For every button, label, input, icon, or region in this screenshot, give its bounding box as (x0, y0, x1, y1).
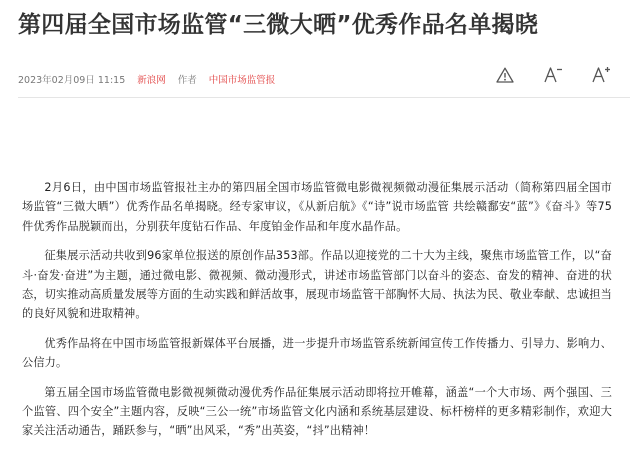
article-paragraph: 征集展示活动共收到96家单位报送的原创作品353部。作品以迎接党的二十大为主线，聚焦市场监管工作，以“奋斗·奋发·奋进”为主题，通过微电影、微视频、微动漫形式，讲述市场监管部门以奋斗的姿态、奋发的精神、奋进的状态，切实推动高质量发展等方面的生动实践和鲜活故事，展现市场监管干部胸怀大局、执法为民、敬业奉献、忠诚担当的良好风貌和进取精神。 (22, 249, 612, 321)
article-title: 第四届全国市场监管“三微大晒”优秀作品名单揭晓 (18, 12, 539, 38)
header-divider (18, 97, 630, 98)
font-decrease-icon (543, 66, 563, 84)
report-button[interactable] (494, 64, 516, 86)
author-link[interactable]: 中国市场监管报 (208, 75, 276, 86)
font-increase-button[interactable] (590, 64, 612, 86)
article-body (22, 178, 612, 441)
font-decrease-button[interactable] (542, 64, 564, 86)
article-meta (18, 70, 287, 88)
article-paragraph: 优秀作品将在中国市场监管报新媒体平台展播，进一步提升市场监管系统新闻宣传工作传播力、引导力、影响力、公信力。 (22, 336, 612, 370)
publish-datetime: 2023年02月09日 11:15 (18, 75, 126, 86)
article-paragraph: 2月6日，由中国市场监管报社主办的第四届全国市场监管微电影微视频微动漫征集展示活动（简称第四届全国市场监管“三微大晒”）优秀作品名单揭晓。经专家审议，《从新启航》《“诗”说市场监管 共绘赣鄱安“蓝”》《奋斗》等75件优秀作品脱颖而出，分别获年度钻石作品、年度铂金作品和年度水晶作品。 (22, 181, 612, 233)
author-label: 作者 (177, 75, 197, 86)
warning-triangle-icon (496, 67, 514, 83)
article-toolbar (494, 64, 612, 86)
article-paragraph: 第五届全国市场监管微电影微视频微动漫优秀作品征集展示活动即将拉开帷幕，涵盖“一个大市场、两个强国、三个监管、四个安全”主题内容，反映“三公一统”市场监管文化内涵和系统基层建设、标杆榜样的更多精彩制作，欢迎大家关注活动通告，踊跃参与，“晒”出风采，“秀”出英姿，“抖”出精神！ (22, 385, 612, 438)
source-link[interactable]: 新浪网 (137, 75, 166, 86)
font-increase-icon (591, 66, 611, 84)
